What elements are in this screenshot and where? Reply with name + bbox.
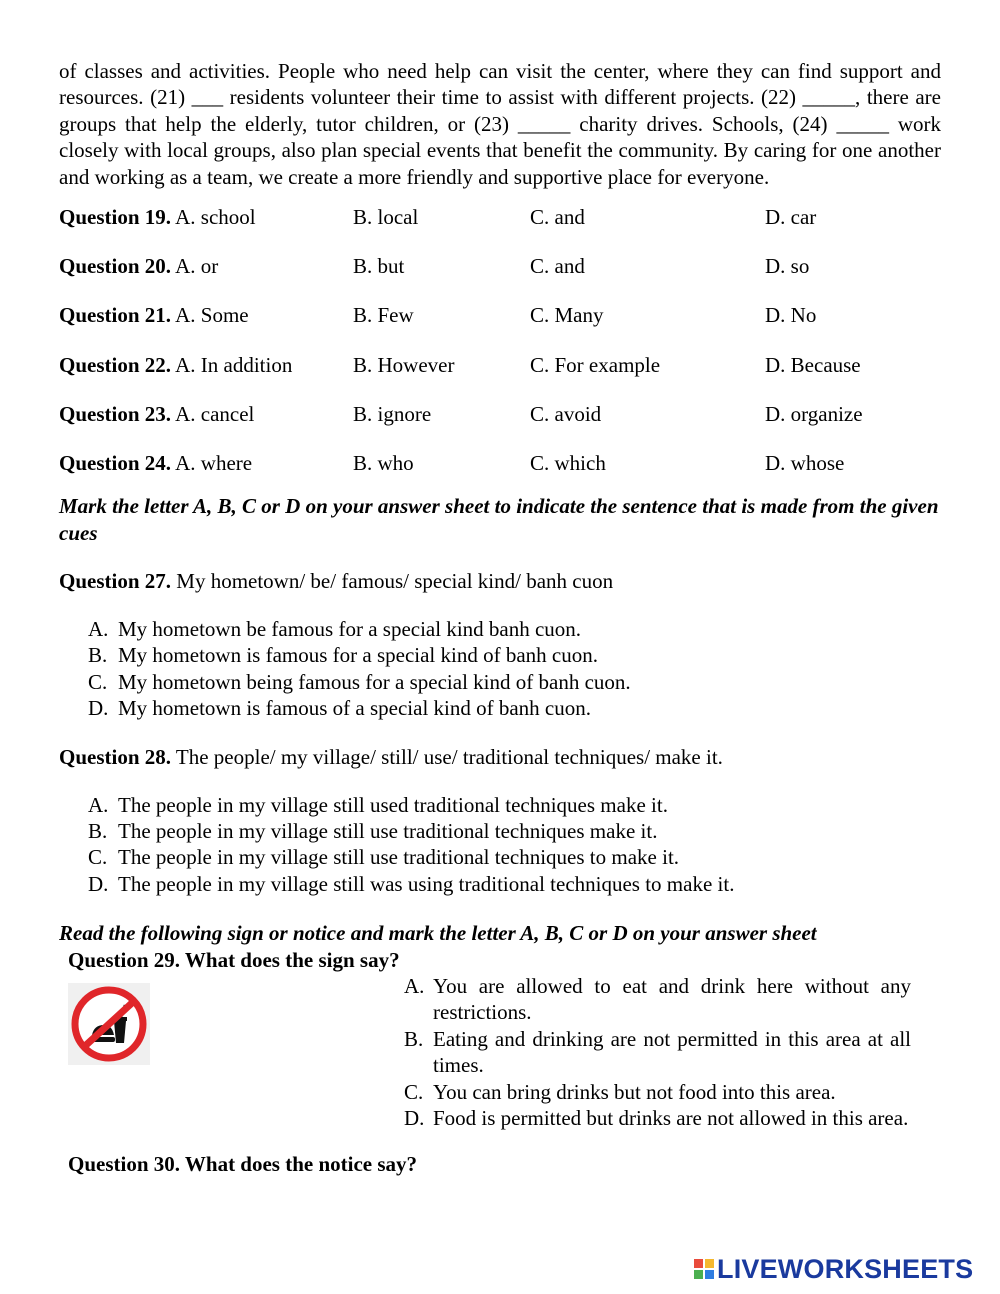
option-d[interactable]: D. No xyxy=(765,303,817,328)
option-b[interactable]: B. Few xyxy=(353,303,414,328)
option-b[interactable]: B. My hometown is famous for a special kind of banh cuon. xyxy=(88,643,598,668)
question-label: Question 24. xyxy=(59,450,172,475)
option-a[interactable]: A. cancel xyxy=(175,401,255,426)
cloze-questions xyxy=(59,204,941,499)
question-27-options xyxy=(59,616,941,722)
question-29-label: Question 29. What does the sign say? xyxy=(68,947,400,972)
option-a[interactable]: A. My hometown be famous for a special kind banh cuon. xyxy=(88,616,582,641)
option-b[interactable]: B. Eating and drinking are not permitted in this area at all times. xyxy=(404,1026,911,1078)
option-c[interactable]: C. The people in my village still use traditional techniques to make it. xyxy=(88,845,680,870)
question-28-stem xyxy=(59,744,941,770)
question-24 xyxy=(59,450,941,499)
option-d[interactable]: D. My hometown is famous of a special kind of banh cuon. xyxy=(88,696,591,721)
option-a[interactable]: A. Some xyxy=(175,303,249,328)
option-c[interactable]: C. For example xyxy=(530,352,661,377)
option-a[interactable]: A. The people in my village still used traditional techniques make it. xyxy=(88,792,668,817)
question-label: Question 27. xyxy=(59,568,172,593)
question-label: Question 23. xyxy=(59,401,172,426)
option-d[interactable]: D. so xyxy=(765,254,810,279)
section-instruction-cues: Mark the letter A, B, C or D on your answer sheet to indicate the sentence that is made from the given cues xyxy=(59,494,939,545)
question-29-block xyxy=(59,973,941,1153)
question-label: Question 19. xyxy=(59,205,172,230)
option-c[interactable]: C. My hometown being famous for a special kind of banh cuon. xyxy=(88,669,631,694)
option-d[interactable]: D. car xyxy=(765,205,817,230)
sign-image xyxy=(68,983,150,1065)
no-food-or-drink-icon xyxy=(68,983,150,1065)
option-a[interactable]: A. You are allowed to eat and drink here without any restrictions. xyxy=(404,974,911,1025)
question-label: Question 21. xyxy=(59,303,172,328)
option-a[interactable]: A. or xyxy=(175,254,219,279)
option-c[interactable]: C. which xyxy=(530,450,606,475)
option-b[interactable]: B. who xyxy=(353,450,414,475)
question-19 xyxy=(59,204,941,253)
option-b[interactable]: B. local xyxy=(353,205,419,230)
option-c[interactable]: C. and xyxy=(530,254,585,279)
option-a[interactable]: A. where xyxy=(175,450,253,475)
question-20 xyxy=(59,253,941,302)
question-27-stem xyxy=(59,568,941,594)
option-c[interactable]: C. avoid xyxy=(530,401,602,426)
option-d[interactable]: D. organize xyxy=(765,401,863,426)
option-d[interactable]: D. Because xyxy=(765,352,861,377)
option-a[interactable]: A. school xyxy=(175,205,256,230)
worksheet-page xyxy=(59,58,941,1177)
option-d[interactable]: D. whose xyxy=(765,450,845,475)
option-b[interactable]: B. ignore xyxy=(353,401,432,426)
question-label: Question 22. xyxy=(59,352,172,377)
section-instruction-sign: Read the following sign or notice and mark the letter A, B, C or D on your answer sheet xyxy=(59,921,817,946)
question-28-options xyxy=(59,792,941,898)
logo-squares-icon xyxy=(694,1259,714,1279)
question-30-label: Question 30. What does the notice say? xyxy=(68,1152,418,1177)
logo-text: LIVEWORKSHEETS xyxy=(717,1253,974,1284)
option-b[interactable]: B. but xyxy=(353,254,405,279)
question-label: Question 20. xyxy=(59,254,172,279)
question-22 xyxy=(59,352,941,401)
option-c[interactable]: C. Many xyxy=(530,303,604,328)
option-b[interactable]: B. However xyxy=(353,352,455,377)
question-text: My hometown/ be/ famous/ special kind/ banh cuon xyxy=(176,568,614,593)
question-29-options xyxy=(404,973,911,1131)
option-c[interactable]: C. and xyxy=(530,205,585,230)
option-b[interactable]: B. The people in my village still use traditional techniques make it. xyxy=(88,819,658,843)
question-21 xyxy=(59,302,941,351)
reading-passage: of classes and activities. People who need help can visit the center, where they can find support and resources. (21) ___ residents volunteer their time to assist with different projects. (22) _____, there are groups that help the elderly, tutor children, or (23) _____ charity drives. Schools, (24) _____ work closely with local groups, also plan special events that benefit the community. By caring for one another and working as a team, we create a more friendly and supportive place for everyone. xyxy=(59,59,941,189)
question-text: The people/ my village/ still/ use/ traditional techniques/ make it. xyxy=(175,744,723,769)
option-c[interactable]: C. You can bring drinks but not food into this area. xyxy=(404,1079,836,1104)
option-d[interactable]: D. Food is permitted but drinks are not allowed in this area. xyxy=(404,1106,909,1131)
question-23 xyxy=(59,401,941,450)
liveworksheets-logo xyxy=(694,1254,973,1284)
option-d[interactable]: D. The people in my village still was using traditional techniques to make it. xyxy=(88,871,735,896)
option-a[interactable]: A. In addition xyxy=(175,352,293,377)
question-label: Question 28. xyxy=(59,744,172,769)
